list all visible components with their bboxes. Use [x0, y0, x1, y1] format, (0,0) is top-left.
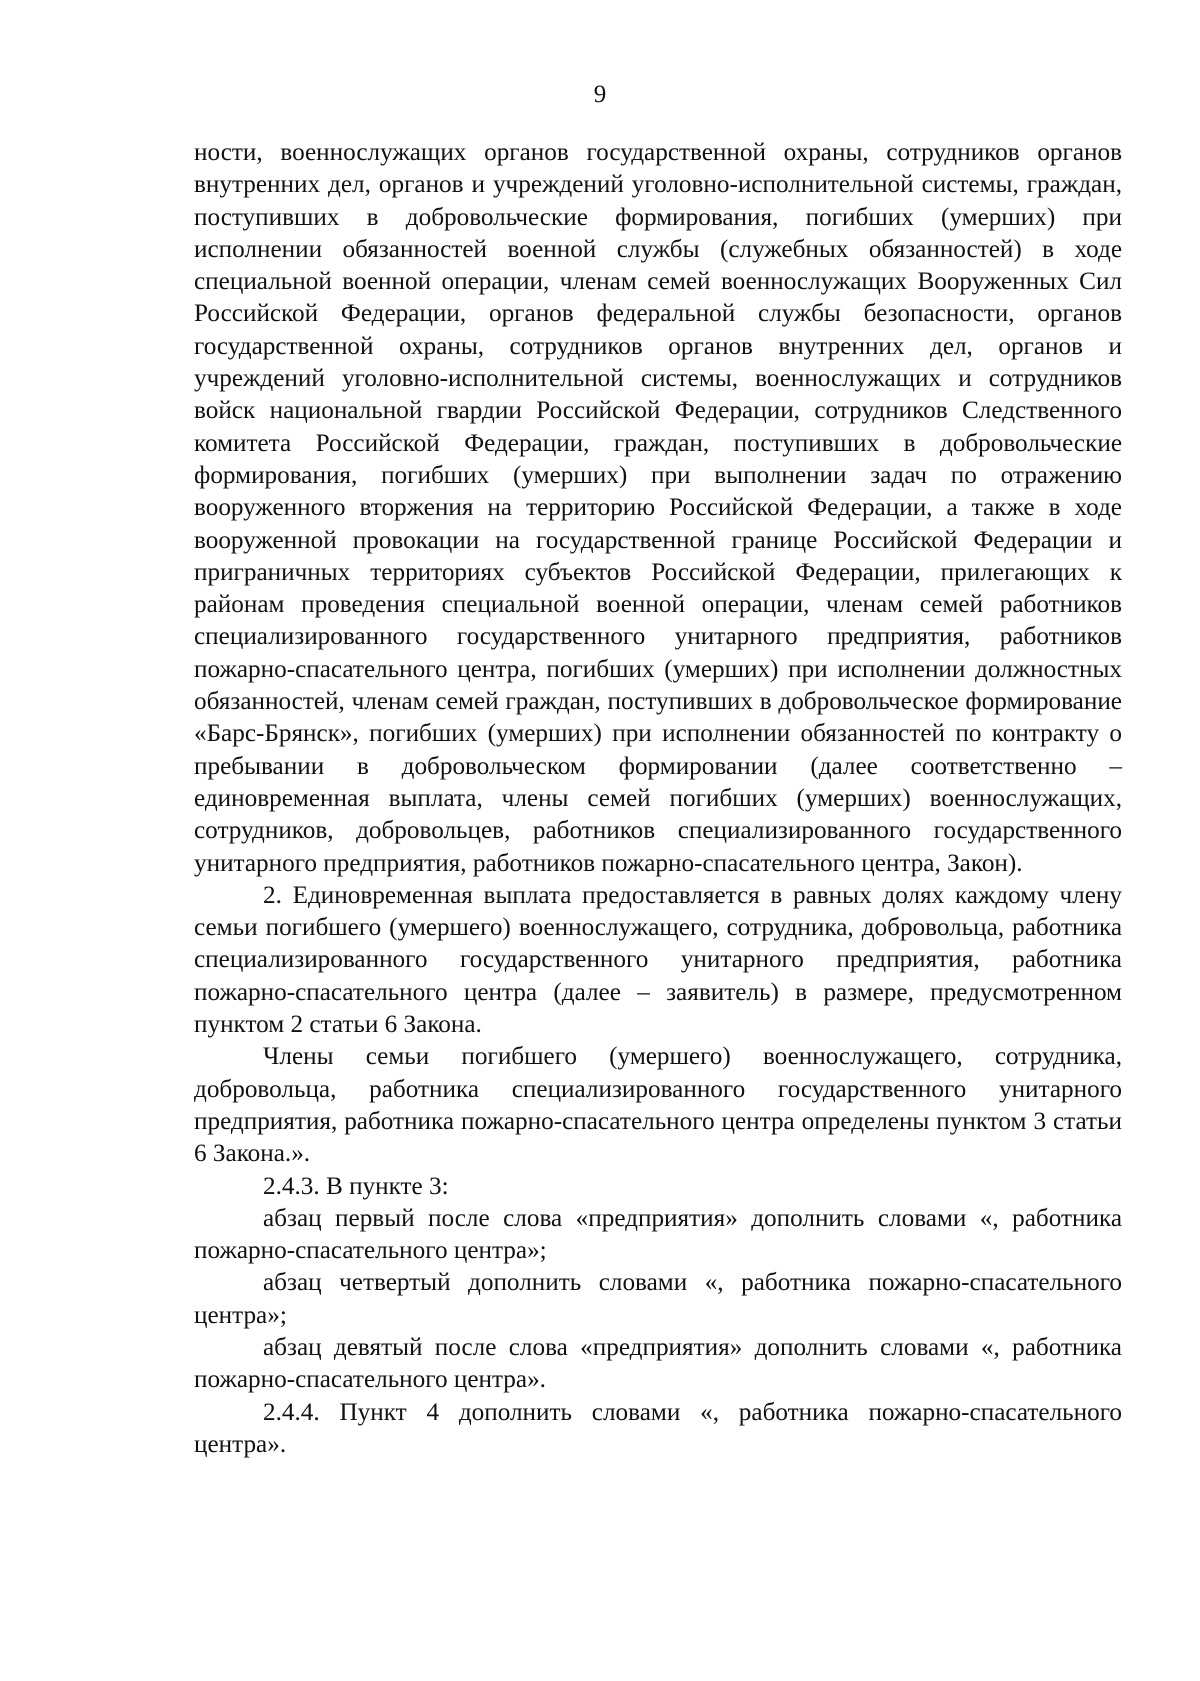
paragraph-family-members: Члены семьи погибшего (умершего) военнослужащего, сотрудника, добровольца, работника специализированного государственного унитарного предприятия, работника пожарно-спасательного центра определены пунктом 3 статьи 6 Закона.». [194, 1043, 1122, 1168]
paragraph-abzac-first: абзац первый после слова «предприятия» дополнить словами «, работника пожарно-спасательного центра»; [194, 1204, 1122, 1265]
paragraph-abzac-fourth: абзац четвертый дополнить словами «, работника пожарно-спасательного центра»; [194, 1269, 1122, 1329]
paragraph-2-4-3: 2.4.3. В пункте 3: [263, 1172, 449, 1200]
paragraph-continuation: ности, военнослужащих органов государственной охраны, сотрудников органов внутренних дел, органов и учреждений уголовно-исполнительной системы, граждан, поступивших в добровольческие формирования, погибших (умерших) при исполнении обязанностей военной службы (служебных обязанностей) в ходе специальной военной операции, членам семей военнослужащих Вооруженных Сил Российской Федерации, органов федеральной службы безопасности, органов государственной охраны, сотрудников органов внутренних дел, органов и учреждений уголовно-исполнительной системы, военнослужащих и сотрудников войск национальной гвардии Российской Федерации, сотрудников Следственного комитета Российской Федерации, граждан, поступивших в добровольческие формирования, погибших (умерших) при выполнении задач по отражению вооруженного вторжения на территорию Российской Федерации, а также в ходе вооруженной провокации на государственной границе Российской Федерации и приграничных территориях субъектов Российской Федерации, прилегающих к районам проведения специальной военной операции, членам семей работников специализированного государственного унитарного предприятия, работников пожарно-спасательного центра, погибших (умерших) при исполнении должностных обязанностей, членам семей граждан, поступивших в добровольческое формирование «Барс-Брянск», погибших (умерших) при исполнении обязанностей по контракту о пребывании в добровольческом формировании (далее соответственно – единовременная выплата, члены семей погибших (умерших) военнослужащих, сотрудников, добровольцев, работников специализированного государственного унитарного предприятия, работников пожарно-спасательного центра, Закон). [194, 139, 1122, 877]
document-body [194, 137, 1122, 1461]
page-number: 9 [593, 81, 607, 108]
paragraph-abzac-ninth: абзац девятый после слова «предприятия» дополнить словами «, работника пожарно-спасательного центра». [194, 1333, 1122, 1394]
paragraph-2-4-4: 2.4.4. Пункт 4 дополнить словами «, работника пожарно-спасательного центра». [194, 1398, 1122, 1458]
paragraph-item-2: 2. Единовременная выплата предоставляется в равных долях каждому члену семьи погибшего (умершего) военнослужащего, сотрудника, добровольца, работника специализированного государственного унитарного предприятия, работника пожарно-спасательного центра (далее – заявитель) в размере, предусмотренном пунктом 2 статьи 6 Закона. [194, 881, 1122, 1039]
